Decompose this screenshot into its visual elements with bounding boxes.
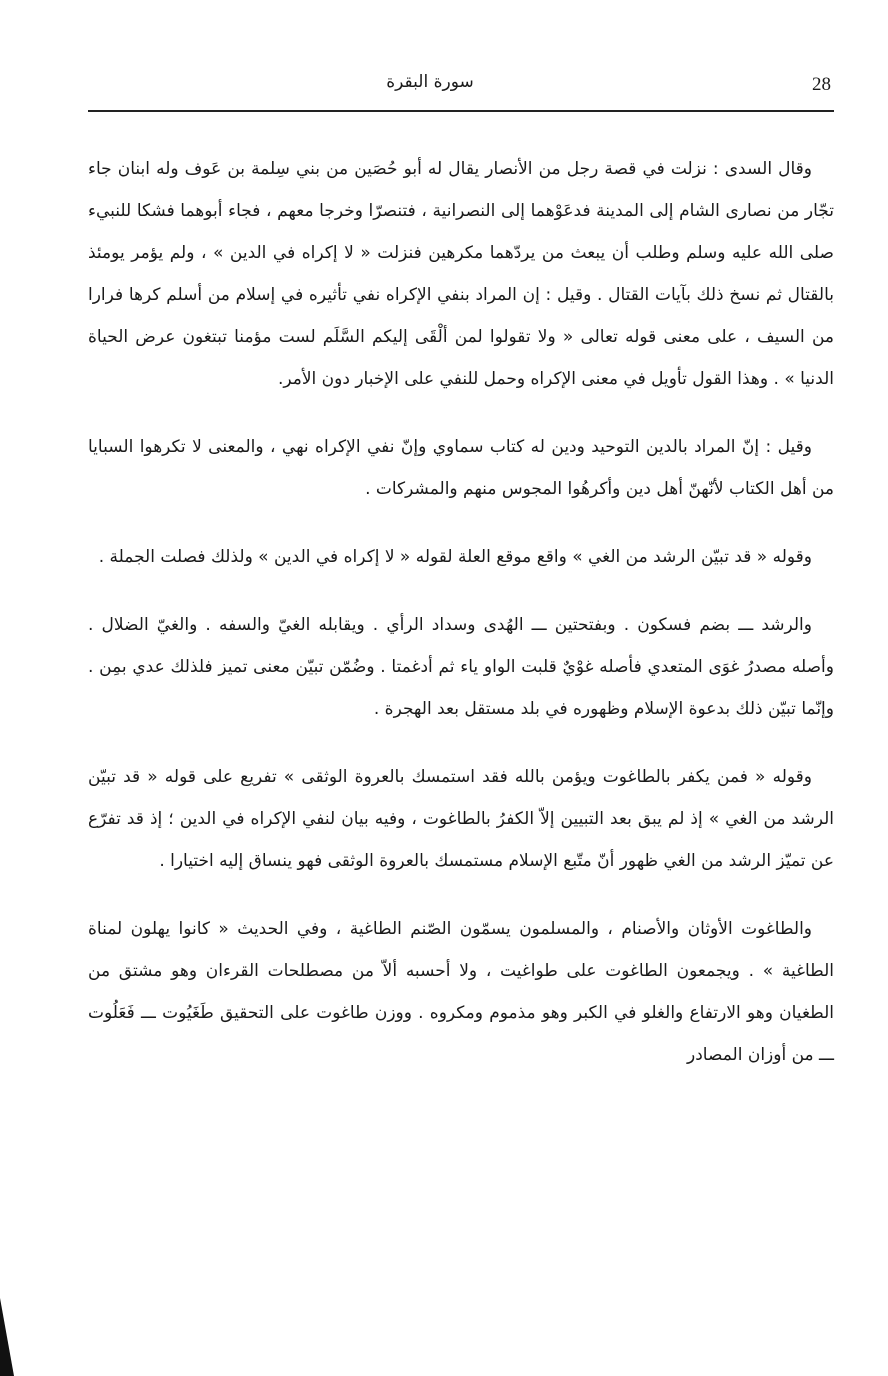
paragraph: وقال السدى : نزلت في قصة رجل من الأنصار يقال له أبو حُصَين من بني سِلمة بن عَوف وله ابنان جاء تجّار من نصارى الشام إلى المدينة فدعَوْهما إلى النصرانية ، فتنصرّا وخرجا معهم ، فجاء أبوهما فشكا للنبيء صلى الله عليه وسلم وطلب أن يبعث من يردّهما مكرهين فنزلت « لا إكراه في الدين » ، ولم يؤمر يومئذ بالقتال ثم نسخ ذلك بآيات القتال . وقيل : إن المراد بنفي الإكراه نفي تأثيره في إسلام من أسلم كرها فرارا من السيف ، على معنى قوله تعالى « ولا تقولوا لمن ألْقَى إليكم السَّلَم لست مؤمنا تبتغون عرض الحياة الدنيا » . وهذا القول تأويل في معنى الإكراه وحمل للنفي على الإخبار دون الأمر. bbox=[88, 159, 834, 389]
header-rule bbox=[88, 110, 834, 112]
paragraph: وقيل : إنّ المراد بالدين التوحيد ودين له كتاب سماوي وإنّ نفي الإكراه نهي ، والمعنى لا تكرهوا السبايا من أهل الكتاب لأنّهنّ أهل دين وأكرهُوا المجوس منهم والمشركات . bbox=[88, 437, 834, 499]
page-number: 28 bbox=[812, 74, 831, 95]
paragraph: وقوله « فمن يكفر بالطاغوت ويؤمن بالله فقد استمسك بالعروة الوثقى » تفريع على قوله « قد تبيّن الرشد من الغي » إذ لم يبق بعد التبيين إلاّ الكفرُ بالطاغوت ، وفيه بيان لنفي الإكراه في الدين ؛ إذ قد تفرّع عن تميّز الرشد من الغي ظهور أنّ متّبع الإسلام مستمسك بالعروة الوثقى فهو ينساق إليه اختيارا . bbox=[88, 767, 834, 871]
page-fold-shadow bbox=[0, 1298, 14, 1376]
paragraph: وقوله « قد تبيّن الرشد من الغي » واقع موقع العلة لقوله « لا إكراه في الدين » ولذلك فصلت الجملة . bbox=[98, 547, 812, 567]
paragraph: والرشد ـــ بضم فسكون . وبفتحتين ـــ الهُدى وسداد الرأي . ويقابله الغيّ والسفه . والغيّ الضلال . وأصله مصدرُ غوَى المتعدي فأصله غوْيٌ قلبت الواو ياء ثم أدغمتا . وضُمّن تبيّن معنى تميز فلذلك عدي بمِن . وإنّما تبيّن ذلك بدعوة الإسلام وظهوره في بلد مستقل بعد الهجرة . bbox=[88, 615, 834, 719]
body-text bbox=[88, 148, 834, 1102]
paragraph: والطاغوت الأوثان والأصنام ، والمسلمون يسمّون الصّنم الطاغية ، وفي الحديث « كانوا يهلون لمناة الطاغية » . ويجمعون الطاغوت على طواغيت ، ولا أحسبه ألاّ من مصطلحات القرءان وهو مشتق من الطغيان وهو الارتفاع والغلو في الكبر وهو مذموم ومكروه . ووزن طاغوت على التحقيق طَغَيُوت ـــ فَعَلُوت ـــ من أوزان المصادر bbox=[88, 919, 834, 1065]
running-header-title: سورة البقرة bbox=[386, 72, 474, 92]
